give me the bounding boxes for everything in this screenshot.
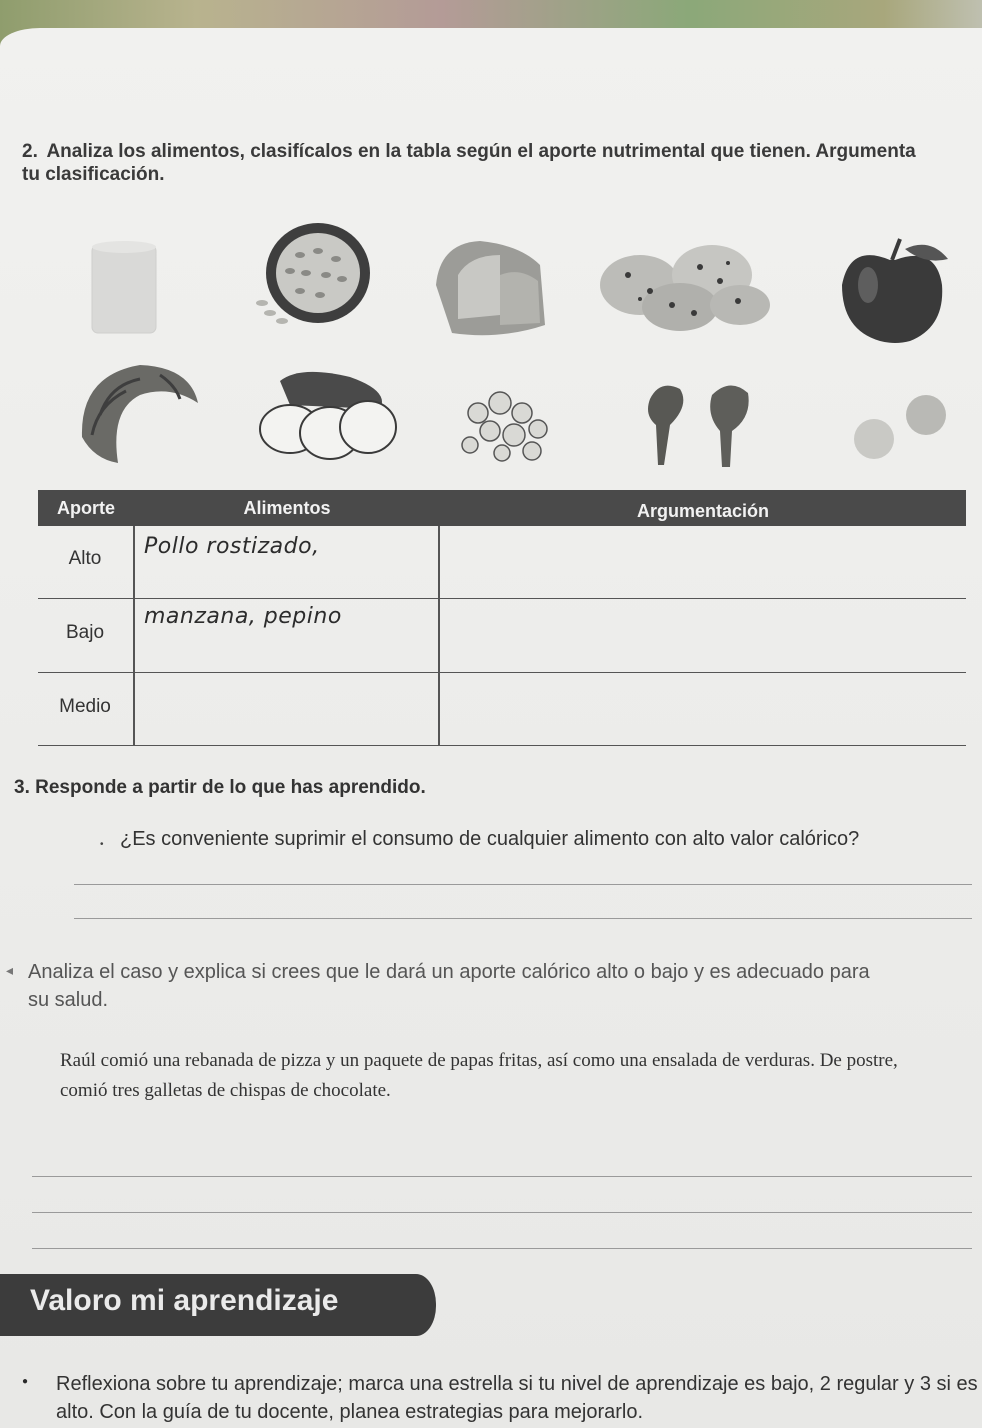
question-3	[14, 777, 426, 799]
header-alimentos: Alimentos	[134, 490, 440, 526]
bullet-icon: •	[100, 839, 104, 850]
case-instructions: Analiza el caso y explica si crees que le dará un aporte calórico alto o bajo y es adecuado para su salud.	[28, 961, 870, 1011]
answer-line-3[interactable]	[32, 1176, 972, 1177]
question-3-item-1: ¿Es conveniente suprimir el consumo de cualquier alimento con alto valor calórico?	[120, 828, 860, 850]
grapes-image	[854, 395, 946, 459]
argumentacion-alto[interactable]	[448, 534, 958, 590]
valoro-title: Valoro mi aprendizaje	[30, 1284, 339, 1317]
popcorn-image	[462, 392, 547, 461]
aporte-alto: Alto	[68, 548, 102, 569]
arrow-icon: ◂	[6, 962, 14, 978]
table-bottom-border	[38, 745, 966, 746]
cucumber-image	[260, 372, 396, 459]
cookies-image	[600, 245, 770, 331]
answer-line-5[interactable]	[32, 1248, 972, 1249]
aporte-bajo: Bajo	[65, 622, 105, 643]
food-images-row-1	[0, 215, 982, 345]
bread-image	[436, 241, 545, 335]
question-2-number: 2.	[22, 141, 38, 162]
question-2-text: Analiza los alimentos, clasifícalos en la tabla según el aporte nutrimental que tienen. Argumenta tu clasificación.	[22, 141, 916, 185]
question-3-title: Responde a partir de lo que has aprendido.	[35, 777, 426, 798]
header-aporte: Aporte	[38, 490, 134, 526]
header-argumentacion: Argumentación	[440, 490, 966, 526]
question-2	[22, 140, 922, 186]
fried-chicken-image	[648, 385, 749, 467]
table-divider-1	[133, 526, 135, 746]
food-images-row-2	[0, 355, 982, 475]
bullet-icon: ●	[22, 1376, 29, 1387]
answer-line-1[interactable]	[74, 884, 972, 885]
aporte-medio: Medio	[59, 696, 111, 717]
argumentacion-bajo[interactable]	[448, 606, 958, 662]
table-row-divider-1	[38, 598, 966, 599]
valoro-instructions: Reflexiona sobre tu aprendizaje; marca una estrella si tu nivel de aprendizaje es bajo, 2 regular y 3 si es alto. Con la guía de tu docente, planea estrategias para mejorarlo.	[56, 1373, 978, 1423]
answer-line-4[interactable]	[32, 1212, 972, 1213]
alimentos-bajo[interactable]: manzana, pepino	[144, 604, 342, 629]
table-divider-2	[438, 526, 440, 746]
table-row-divider-2	[38, 672, 966, 673]
apple-image	[842, 239, 948, 343]
nutrition-table	[38, 490, 966, 746]
milk-glass-image	[92, 241, 156, 333]
answer-line-2[interactable]	[74, 918, 972, 919]
argumentacion-medio[interactable]	[448, 682, 958, 738]
case-description: Raúl comió una rebanada de pizza y un paquete de papas fritas, así como una ensalada de verduras. De postre, comió tres galletas de chispas de chocolate.	[60, 1050, 898, 1101]
beans-bowl-image	[256, 223, 370, 324]
alimentos-alto[interactable]: Pollo rostizado,	[144, 534, 320, 559]
croissant-image	[82, 365, 198, 463]
question-3-number: 3.	[14, 777, 30, 798]
